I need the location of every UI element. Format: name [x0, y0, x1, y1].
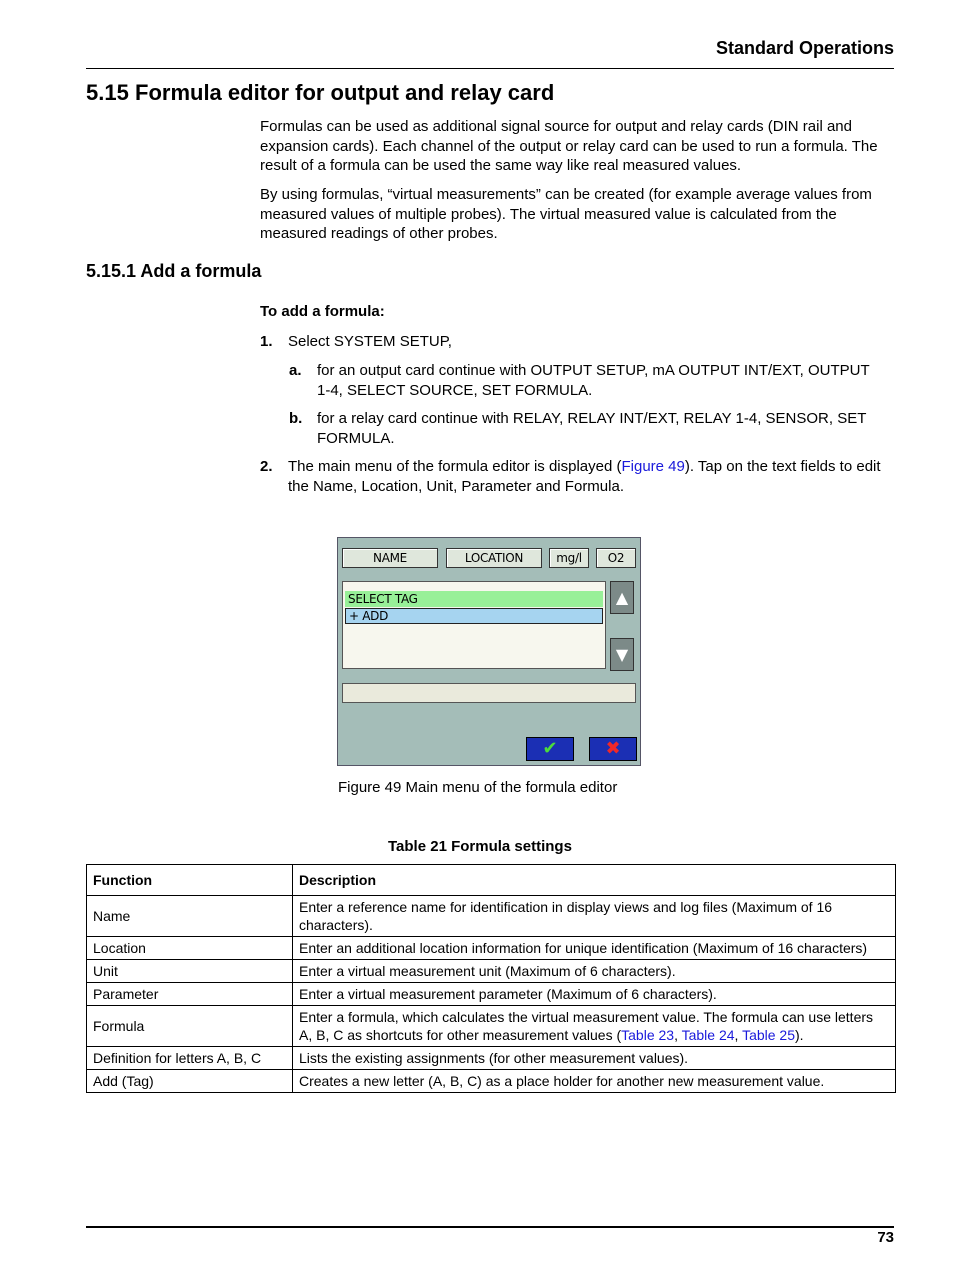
function-cell: Name — [87, 896, 293, 937]
figure-caption: Figure 49 Main menu of the formula editor — [338, 779, 618, 796]
formula-description-text: Enter a formula, which calculates the virtual measurement value. The formula can use letters A, B, C as shortcuts for other measurement values ( — [299, 1009, 874, 1043]
description-cell — [293, 1006, 896, 1047]
close-icon: ✖ — [605, 738, 621, 759]
description-cell: Enter an additional location information for unique identification (Maximum of 16 characters) — [293, 937, 896, 960]
location-field[interactable]: LOCATION — [446, 548, 542, 568]
unit-field[interactable]: mg/l — [549, 548, 589, 568]
function-cell: Unit — [87, 960, 293, 983]
formula-description-tail: ). — [795, 1027, 804, 1043]
add-tag-item[interactable]: + ADD — [345, 608, 603, 624]
step-2-text — [288, 457, 896, 496]
cancel-button[interactable] — [589, 737, 637, 761]
step-1a-text: for an output card continue with OUTPUT SETUP, mA OUTPUT INT/EXT, OUTPUT 1-4, SELECT SOURCE, SET FORMULA. — [317, 362, 870, 399]
subsection-heading: 5.15.1 Add a formula — [86, 261, 262, 281]
confirm-button[interactable] — [526, 737, 574, 761]
table-row — [87, 1006, 896, 1047]
header-rule — [86, 68, 894, 69]
description-cell: Enter a virtual measurement parameter (Maximum of 6 characters). — [293, 983, 896, 1006]
running-header: Standard Operations — [715, 38, 894, 58]
header-description: Description — [293, 865, 896, 896]
description-cell: Creates a new letter (A, B, C) as a place holder for another new measurement value. — [293, 1070, 896, 1093]
scroll-up-button[interactable] — [610, 581, 634, 614]
step-1b-text: for a relay card continue with RELAY, RELAY INT/EXT, RELAY 1-4, SENSOR, SET FORMULA. — [317, 410, 867, 447]
arrow-down-icon: ▼ — [615, 645, 629, 664]
table-header-row — [87, 865, 896, 896]
intro-paragraph-2: By using formulas, “virtual measurements” can be created (for example average values from measured values of multiple probes). The virtual measured value is calculated from the measured readings of other probes. — [260, 186, 872, 242]
link-separator: , — [734, 1027, 743, 1043]
step-2-number: 2. — [260, 458, 273, 475]
formula-editor-screen — [337, 537, 641, 766]
link-separator: , — [674, 1027, 682, 1043]
step-2-text-before: The main menu of the formula editor is displayed ( — [288, 458, 622, 475]
step-2-text-after: ). Tap on the text fields to edit the Name, Location, Unit, Parameter and Formula. — [288, 458, 881, 495]
function-cell: Formula — [87, 1006, 293, 1047]
name-field[interactable]: NAME — [342, 548, 438, 568]
checkmark-icon: ✔ — [542, 738, 558, 759]
section-number: 5.15 — [86, 80, 129, 105]
description-cell: Enter a reference name for identification in display views and log files (Maximum of 16 characters). — [293, 896, 896, 937]
section-heading — [86, 80, 554, 106]
table-row — [87, 1047, 896, 1070]
function-cell: Location — [87, 937, 293, 960]
intro-paragraph-1: Formulas can be used as additional signal source for output and relay cards (DIN rail and expansion cards). Each channel of the output or relay card can be used to run a formula. The result of a formula can be used the same way like real measured values. — [260, 118, 878, 174]
description-cell: Lists the existing assignments (for other measurement values). — [293, 1047, 896, 1070]
header-function: Function — [87, 865, 293, 896]
formula-display-box[interactable] — [342, 683, 636, 703]
tag-list — [342, 581, 606, 669]
section-title: Formula editor for output and relay card — [135, 80, 555, 105]
table-24-link[interactable]: Table 24 — [681, 1027, 735, 1043]
function-cell: Add (Tag) — [87, 1070, 293, 1093]
select-tag-item[interactable]: SELECT TAG — [345, 591, 603, 607]
procedure-heading: To add a formula: — [260, 303, 385, 320]
table-row — [87, 937, 896, 960]
scroll-down-button[interactable] — [610, 638, 634, 671]
table-row — [87, 896, 896, 937]
description-cell: Enter a virtual measurement unit (Maximum of 6 characters). — [293, 960, 896, 983]
step-1-number: 1. — [260, 333, 273, 350]
function-cell: Definition for letters A, B, C — [87, 1047, 293, 1070]
page-number: 73 — [877, 1229, 894, 1246]
arrow-up-icon: ▲ — [615, 588, 629, 607]
step-1a-label: a. — [289, 362, 302, 379]
table-caption: Table 21 Formula settings — [388, 838, 572, 855]
function-cell: Parameter — [87, 983, 293, 1006]
formula-settings-table — [86, 864, 896, 1093]
footer-rule — [86, 1226, 894, 1228]
table-23-link[interactable]: Table 23 — [621, 1027, 675, 1043]
step-1-text: Select SYSTEM SETUP, — [288, 333, 452, 350]
table-25-link[interactable]: Table 25 — [742, 1027, 796, 1043]
table-row — [87, 1070, 896, 1093]
table-row — [87, 983, 896, 1006]
step-1b-label: b. — [289, 410, 303, 427]
figure-49-link[interactable]: Figure 49 — [621, 458, 685, 475]
parameter-field[interactable]: O2 — [596, 548, 636, 568]
table-row — [87, 960, 896, 983]
